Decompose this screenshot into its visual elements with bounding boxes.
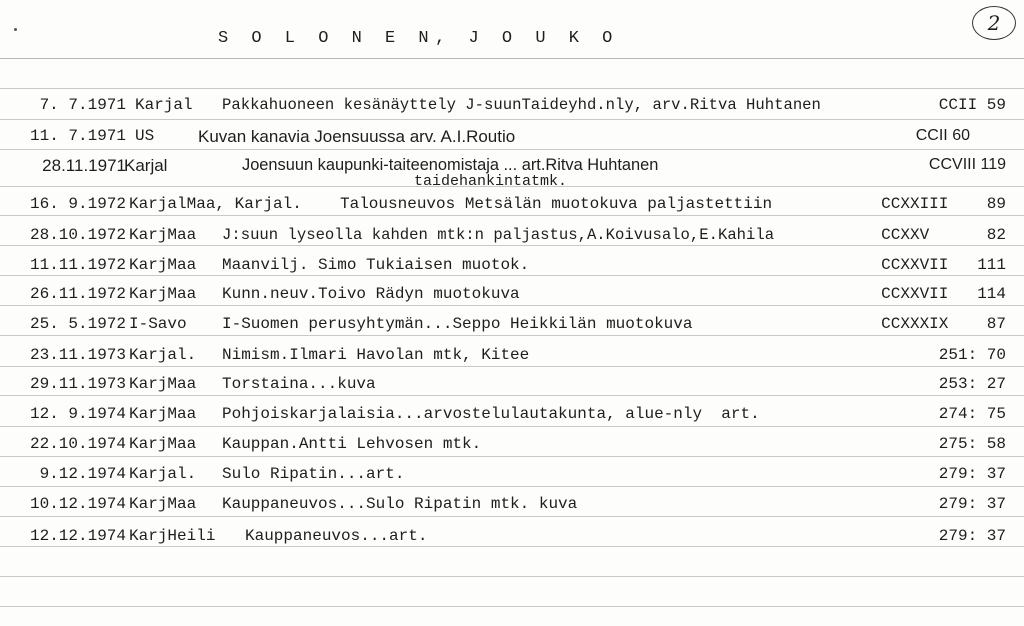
entry-row bbox=[0, 226, 1024, 252]
entry-source: KarjMaa bbox=[129, 256, 197, 274]
entry-date: 12. 9.1974 bbox=[29, 405, 126, 423]
entry-reference: CCII 60 bbox=[915, 127, 970, 144]
card-title: S O L O N E N, J O U K O bbox=[218, 29, 619, 48]
entry-source: KarjMaa bbox=[129, 375, 197, 393]
entry-date: 26.11.1972 bbox=[29, 285, 126, 303]
entry-source: KarjMaa bbox=[129, 435, 197, 453]
entry-description: Talousneuvos Metsälän muotokuva paljastettiin bbox=[340, 195, 773, 213]
entry-reference: 251: 70 bbox=[938, 346, 1006, 364]
entry-description: Joensuun kaupunki-taiteenomistaja ... art.Ritva Huhtanen bbox=[242, 156, 659, 174]
entry-description: Torstaina...kuva bbox=[222, 375, 376, 393]
card-number-circle: 2 bbox=[972, 6, 1016, 40]
entry-date: 7. 7.1971 bbox=[39, 96, 126, 114]
entry-row bbox=[0, 465, 1024, 491]
entry-date: 28.10.1972 bbox=[29, 226, 126, 244]
entry-date: 22.10.1974 bbox=[29, 435, 126, 453]
entry-description: Nimism.Ilmari Havolan mtk, Kitee bbox=[222, 346, 530, 364]
entry-reference: CCXXXIX 87 bbox=[881, 315, 1006, 333]
entry-row bbox=[0, 96, 1024, 122]
entry-description: Maanvilj. Simo Tukiaisen muotok. bbox=[222, 256, 530, 274]
entry-description: Kuvan kanavia Joensuussa arv. A.I.Routio bbox=[198, 127, 516, 146]
entry-source: KarjMaa bbox=[129, 405, 197, 423]
entry-reference: CCXXV 82 bbox=[881, 226, 1006, 244]
entry-date: 9.12.1974 bbox=[39, 465, 126, 483]
entry-description: Kauppaneuvos...art. bbox=[245, 527, 428, 545]
entry-source: Karjal bbox=[124, 156, 168, 175]
entry-row bbox=[0, 375, 1024, 401]
entry-date: 23.11.1973 bbox=[29, 346, 126, 364]
entry-source: KarjMaa bbox=[129, 495, 197, 513]
ruled-line bbox=[0, 88, 1024, 89]
entry-source: KarjalMaa, Karjal. bbox=[129, 195, 302, 213]
entry-date: 11. 7.1971 bbox=[29, 127, 126, 145]
entry-description: Sulo Ripatin...art. bbox=[222, 465, 405, 483]
entry-reference: CCVIII 119 bbox=[928, 156, 1006, 173]
entry-row bbox=[0, 495, 1024, 521]
ruled-line bbox=[0, 576, 1024, 577]
entry-source: Karjal. bbox=[129, 465, 197, 483]
entry-description: Pohjoiskarjalaisia...arvostelulautakunta, alue-nly art. bbox=[222, 405, 760, 423]
entry-row bbox=[0, 195, 1024, 221]
entry-reference: 253: 27 bbox=[938, 375, 1006, 393]
entry-reference: CCXXVII 111 bbox=[881, 256, 1006, 274]
entry-description: Kauppan.Antti Lehvosen mtk. bbox=[222, 435, 482, 453]
entry-reference: CCXXVII 114 bbox=[881, 285, 1006, 303]
entry-source: KarjMaa bbox=[129, 226, 197, 244]
entry-source: Karjal bbox=[135, 96, 193, 114]
entry-row bbox=[0, 315, 1024, 341]
header-rule bbox=[0, 58, 1024, 59]
entry-description: I-Suomen perusyhtymän...Seppo Heikkilän muotokuva bbox=[222, 315, 693, 333]
entry-description-continuation: taidehankintatmk. bbox=[414, 173, 568, 190]
entry-description: Pakkahuoneen kesänäyttely J-suunTaideyhd.nly, arv.Ritva Huhtanen bbox=[222, 96, 821, 114]
entry-row bbox=[0, 435, 1024, 461]
entry-reference: 274: 75 bbox=[938, 405, 1006, 423]
entry-source: I-Savo bbox=[129, 315, 187, 333]
entry-date: 29.11.1973 bbox=[29, 375, 126, 393]
ink-dot bbox=[14, 28, 17, 31]
entry-row bbox=[0, 346, 1024, 372]
entry-date: 16. 9.1972 bbox=[29, 195, 126, 213]
entry-source: KarjHeili bbox=[129, 527, 216, 545]
entry-row bbox=[0, 405, 1024, 431]
entry-row bbox=[0, 285, 1024, 311]
entry-reference: 279: 37 bbox=[938, 527, 1006, 545]
entry-date: 10.12.1974 bbox=[29, 495, 126, 513]
entry-reference: 275: 58 bbox=[938, 435, 1006, 453]
entry-description: Kunn.neuv.Toivo Rädyn muotokuva bbox=[222, 285, 520, 303]
entry-date: 25. 5.1972 bbox=[29, 315, 126, 333]
entry-row bbox=[0, 527, 1024, 553]
entry-source: Karjal. bbox=[129, 346, 197, 364]
entry-description: Kauppaneuvos...Sulo Ripatin mtk. kuva bbox=[222, 495, 578, 513]
ruled-line bbox=[0, 606, 1024, 607]
entry-row bbox=[0, 127, 1024, 153]
entry-reference: CCXXIII 89 bbox=[881, 195, 1006, 213]
entry-source: US bbox=[135, 127, 155, 145]
entry-description: J:suun lyseolla kahden mtk:n paljastus,A.Koivusalo,E.Kahila bbox=[222, 226, 775, 244]
entry-reference: 279: 37 bbox=[938, 465, 1006, 483]
entry-date: 28.11.1971 bbox=[42, 156, 126, 175]
entry-date: 11.11.1972 bbox=[29, 256, 126, 274]
entry-source: KarjMaa bbox=[129, 285, 197, 303]
entry-reference: CCII 59 bbox=[938, 96, 1006, 114]
entry-row bbox=[0, 256, 1024, 282]
entry-date: 12.12.1974 bbox=[29, 527, 126, 545]
entry-reference: 279: 37 bbox=[938, 495, 1006, 513]
